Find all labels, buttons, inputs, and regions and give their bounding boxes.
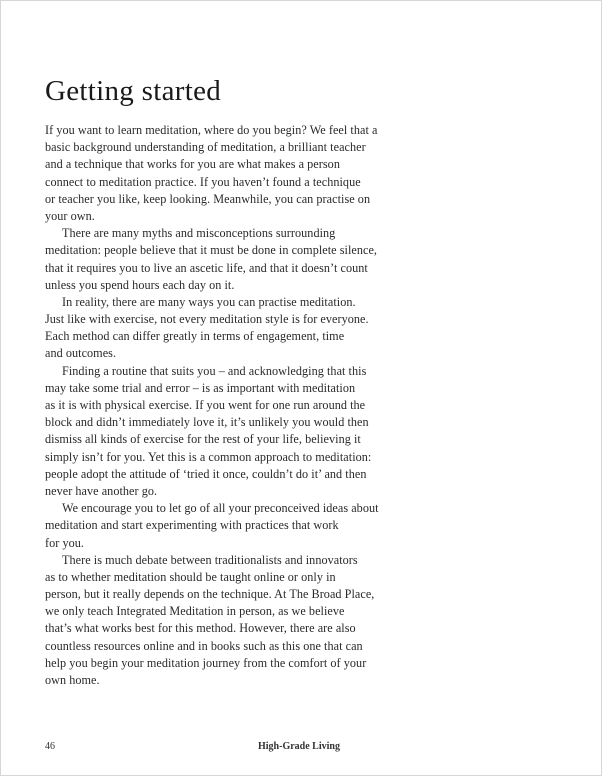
paragraph-2-line: meditation: people believe that it must be done in complete silence,: [45, 243, 378, 258]
paragraph-4-line: may take some trial and error – is as important with meditation: [45, 380, 356, 395]
paragraph-6-line: that’s what works best for this method. However, there are also: [45, 621, 356, 636]
paragraph-6-line: own home.: [45, 673, 100, 687]
paragraph-1-line: basic background understanding of meditation, a brilliant teacher: [45, 140, 366, 155]
paragraph-4-line: dismiss all kinds of exercise for the rest of your life, believing it: [45, 432, 361, 447]
paragraph-3-line: Each method can differ greatly in terms of engagement, time: [45, 329, 345, 344]
paragraph-6-line: as to whether meditation should be taught online or only in: [45, 569, 336, 584]
paragraph-2-line: that it requires you to live an ascetic life, and that it doesn’t count: [45, 260, 368, 275]
paragraph-4-line: Finding a routine that suits you – and acknowledging that this: [62, 363, 367, 378]
body-text: [45, 122, 385, 689]
paragraph-3-line: and outcomes.: [45, 346, 117, 361]
paragraph-6-line: help you begin your meditation journey from the comfort of your: [45, 655, 367, 670]
paragraph-1-line: If you want to learn meditation, where do you begin? We feel that a: [45, 123, 378, 137]
paragraph-6-line: we only teach Integrated Meditation in person, as we believe: [45, 604, 345, 619]
paragraph-4-line: as it is with physical exercise. If you went for one run around the: [45, 398, 366, 412]
paragraph-3-line: In reality, there are many ways you can practise meditation.: [62, 294, 356, 309]
paragraph-2-line: unless you spend hours each day on it.: [45, 277, 235, 292]
paragraph-4-line: never have another go.: [45, 483, 158, 498]
paragraph-3-line: Just like with exercise, not every meditation style is for everyone.: [45, 312, 369, 327]
paragraph-5-line: We encourage you to let go of all your preconceived ideas about: [62, 501, 379, 516]
paragraph-1-line: connect to meditation practice. If you haven’t found a technique: [45, 174, 361, 189]
page-title: Getting started: [45, 75, 222, 107]
paragraph-6-line: countless resources online and in books such as this one that can: [45, 638, 363, 653]
paragraph-5-line: meditation and start experimenting with practices that work: [45, 518, 339, 533]
paragraph-1-line: your own.: [45, 208, 95, 223]
paragraph-2-line: There are many myths and misconceptions surrounding: [62, 226, 336, 241]
paragraph-6-line: There is much debate between traditionalists and innovators: [62, 552, 358, 567]
paragraph-6-line: person, but it really depends on the technique. At The Broad Place,: [45, 587, 375, 602]
paragraph-1-line: and a technique that works for you are what makes a person: [45, 157, 340, 172]
paragraph-4-line: people adopt the attitude of ‘tried it once, couldn’t do it’ and then: [45, 466, 367, 481]
page-number: 46: [45, 741, 55, 752]
paragraph-5-line: for you.: [45, 535, 84, 550]
paragraph-4-line: block and didn’t immediately love it, it’s unlikely you would then: [45, 415, 369, 430]
paragraph-4-line: simply isn’t for you. Yet this is a common approach to meditation:: [45, 449, 372, 464]
paragraph-1-line: or teacher you like, keep looking. Meanwhile, you can practise on: [45, 191, 371, 206]
running-footer-title: High-Grade Living: [258, 741, 340, 752]
